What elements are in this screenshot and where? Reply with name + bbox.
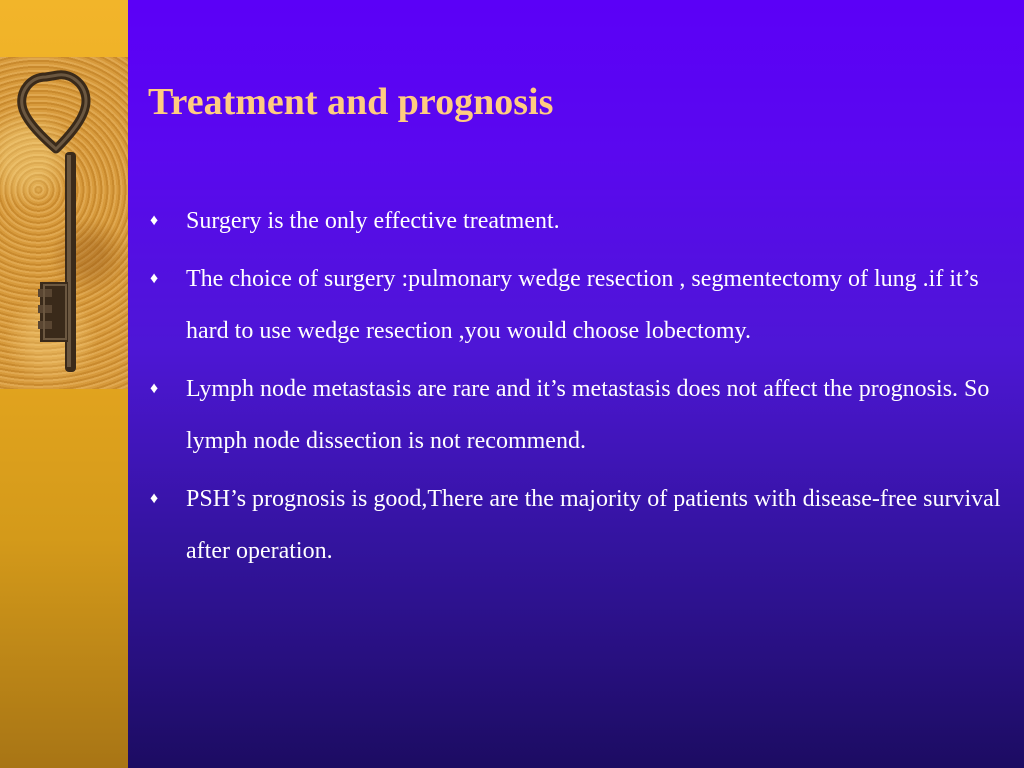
bullet-text: PSH’s prognosis is good,There are the majority of patients with disease-free survival after operation. bbox=[186, 486, 1001, 564]
key-image bbox=[0, 57, 129, 389]
bullet-text: Lymph node metastasis are rare and it’s metastasis does not affect the prognosis. So lymph node dissection is not recommend. bbox=[186, 376, 990, 454]
list-item bbox=[148, 473, 1008, 577]
slide-content bbox=[128, 0, 1024, 768]
list-item bbox=[148, 195, 1008, 247]
diamond-icon: ♦ bbox=[150, 270, 159, 287]
list-item bbox=[148, 253, 1008, 357]
bullet-text: The choice of surgery :pulmonary wedge resection , segmentectomy of lung .if it’s hard to use wedge resection ,you would choose lobectomy. bbox=[186, 266, 979, 344]
key-icon bbox=[0, 57, 128, 389]
diamond-icon: ♦ bbox=[150, 490, 159, 507]
list-item bbox=[148, 363, 1008, 467]
sidebar-decoration bbox=[0, 0, 128, 768]
diamond-icon: ♦ bbox=[150, 380, 159, 397]
slide-title: Treatment and prognosis bbox=[148, 81, 554, 123]
bullet-list bbox=[148, 195, 1008, 583]
bullet-text: Surgery is the only effective treatment. bbox=[186, 208, 560, 234]
diamond-icon: ♦ bbox=[150, 212, 159, 229]
